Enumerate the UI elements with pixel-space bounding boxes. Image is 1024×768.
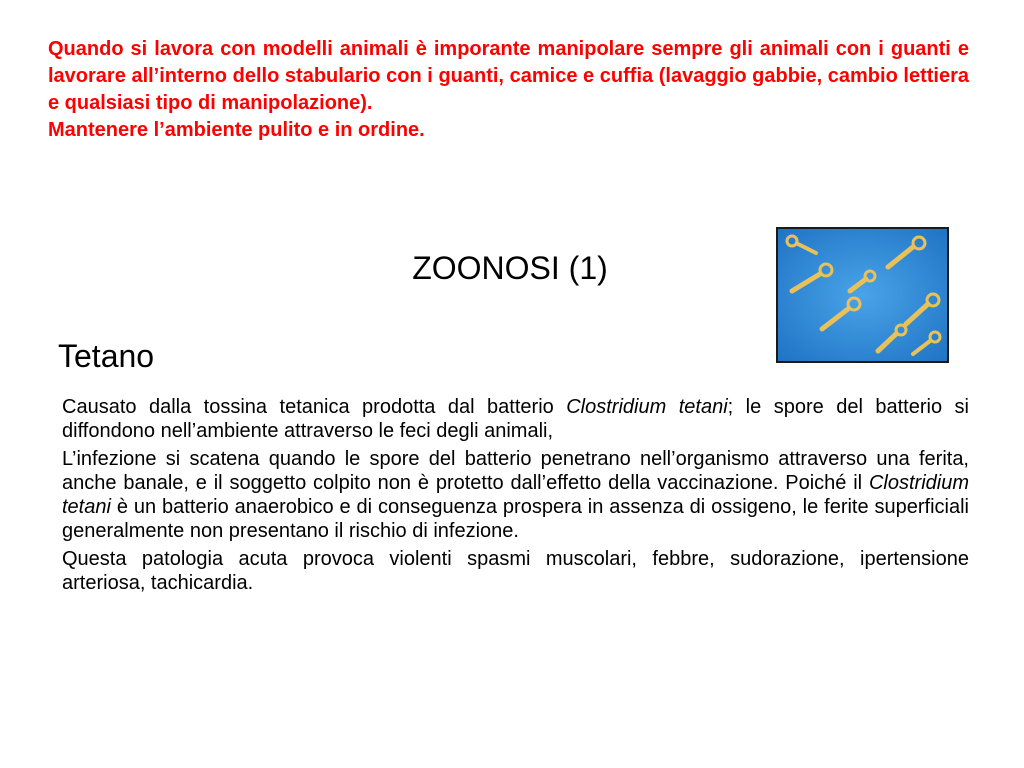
warning-text: Quando si lavora con modelli animali è imporante manipolare sempre gli animali con i guanti e lavorare all’interno dello stabulario con i guanti, camice e cuffia (lavaggio gabbie, cambio lettiera e qualsiasi tipo di manipolazione). — [48, 38, 969, 114]
species-name: Clostridium tetani — [566, 396, 728, 418]
bacteria-micrograph-icon — [776, 227, 949, 363]
paragraph-infection — [62, 447, 969, 543]
species-name: Clostridium tetani — [62, 472, 969, 518]
paragraph-infection-text-end: è un batterio anaerobico e di conseguenza prospera in assenza di ossigeno, le ferite superficiali generalmente non presentano il rischio di infezione. — [62, 496, 969, 542]
paragraph-infection-text: L’infezione si scatena quando le spore del batterio penetrano nell’organismo attraverso una ferita, anche banale, e il soggetto colpito non è protetto dall’effetto della vaccinazione. Poiché il — [62, 448, 969, 494]
safety-warning — [48, 36, 969, 144]
paragraph-cause-text-end: ; le spore del batterio si diffondono nell’ambiente attraverso le feci degli animali, — [62, 396, 969, 442]
paragraph-symptoms: Questa patologia acuta provoca violenti spasmi muscolari, febbre, sudorazione, ipertensione arteriosa, tachicardia. — [62, 548, 969, 594]
slide-title: ZOONOSI (1) — [412, 250, 608, 286]
body-text — [62, 395, 969, 599]
paragraph-cause — [62, 395, 969, 443]
paragraph-cause-text: Causato dalla tossina tetanica prodotta dal batterio — [62, 396, 567, 418]
bacteria-drawing — [778, 229, 947, 361]
section-heading: Tetano — [58, 338, 155, 374]
warning-text-cleanliness: Mantenere l’ambiente pulito e in ordine. — [48, 119, 425, 141]
